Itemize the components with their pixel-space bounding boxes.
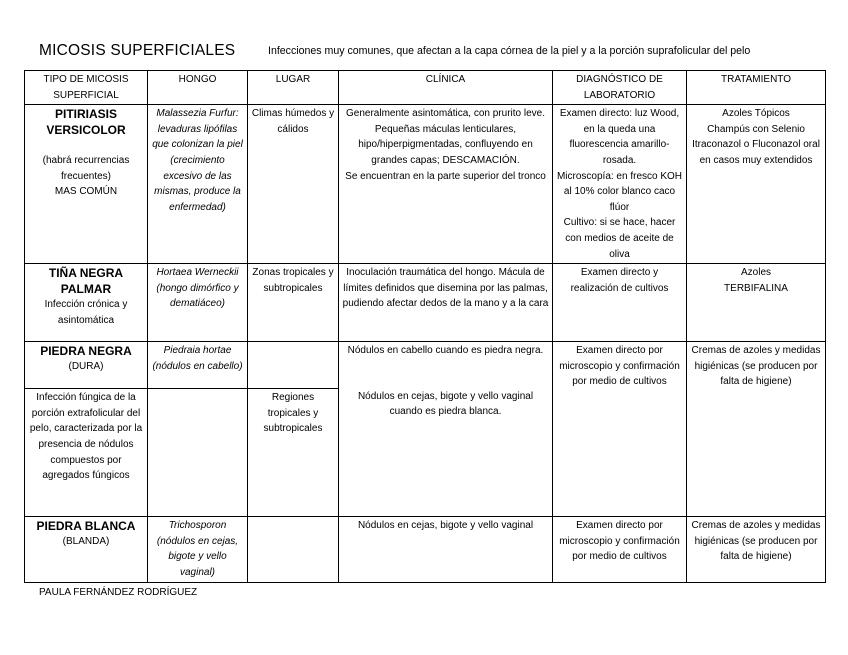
- pitiriasis-clinica-cell: [339, 105, 553, 264]
- pitiriasis-name: PITIRIASIS VERSICOLOR: [46, 107, 126, 138]
- table-row-piedra-negra: [25, 342, 826, 389]
- infeccion-hongo-empty: [148, 389, 248, 517]
- piedra-blanca-note: (BLANDA): [62, 536, 110, 548]
- piedra-blanca-lugar-empty: [248, 517, 339, 582]
- piedra-negra-clinica-cell: [339, 342, 553, 517]
- piedra-negra-clinica: Nódulos en cabello cuando es piedra negra.: [347, 345, 544, 357]
- table-row-tina: [25, 264, 826, 342]
- table-row-pitiriasis: [25, 105, 826, 264]
- tina-tipo-cell: [25, 264, 148, 342]
- pitiriasis-tipo-cell: [25, 105, 148, 264]
- piedra-blanca-tipo-cell: [25, 517, 148, 582]
- piedra-blanca-clinica: Nódulos en cejas, bigote y vello vaginal: [339, 517, 553, 582]
- pitiriasis-note2: MAS COMÚN: [54, 186, 118, 198]
- author-name: PAULA FERNÁNDEZ RODRÍGUEZ: [39, 587, 198, 598]
- piedra-negra-clinica2: Nódulos en cejas, bigote y vello vaginal cuando es piedra blanca.: [357, 390, 534, 418]
- tina-diagnostico: Examen directo y realización de cultivos: [553, 264, 687, 342]
- table-row-piedra-blanca: [25, 517, 826, 582]
- pitiriasis-tratamiento3: Itraconazol o Fluconazol oral en casos muy extendidos: [692, 139, 820, 166]
- pitiriasis-diagnostico3: Cultivo: si se hace, hacer con medios de aceite de oliva: [563, 217, 676, 260]
- piedra-negra-diagnostico: Examen directo por microscopio y confirmación por medio de cultivos: [553, 342, 687, 517]
- mycoses-table: [24, 70, 826, 583]
- pitiriasis-clinica2: Se encuentran en la parte superior del tronco: [345, 170, 546, 182]
- piedra-blanca-name: PIEDRA BLANCA: [36, 519, 136, 534]
- pitiriasis-hongo: Malassezia Furfur: levaduras lipófilas que colonizan la piel (crecimiento excesivo de las mismas, produce la enfermedad): [148, 105, 248, 264]
- pitiriasis-clinica: Generalmente asintomática, con prurito leve. Pequeñas máculas lenticulares, hipo/hiperpigmentadas, confluyendo en grandes capas; DESCAMACIÓN.: [346, 108, 545, 166]
- header-tratamiento: TRATAMIENTO: [687, 71, 826, 105]
- page-subtitle: Infecciones muy comunes, que afectan a la capa córnea de la piel y a la porción suprafolicular del pelo: [268, 45, 751, 57]
- tina-clinica: Inoculación traumática del hongo. Mácula de límites definidos que disemina por las palmas, pudiendo afectar dedos de la mano y a la cara: [339, 264, 553, 342]
- pitiriasis-tratamiento: Azoles Tópicos: [722, 108, 790, 120]
- pitiriasis-diagnostico2: Microscopía: en fresco KOH al 10% color blanco caco flúor: [556, 170, 683, 213]
- tina-name: TIÑA NEGRA PALMAR: [48, 266, 124, 297]
- piedra-negra-tipo-cell: [25, 342, 148, 389]
- header-hongo: HONGO: [148, 71, 248, 105]
- pitiriasis-lugar: Climas húmedos y cálidos: [248, 105, 339, 264]
- piedra-negra-tratamiento: Cremas de azoles y medidas higiénicas (se producen por falta de higiene): [687, 342, 826, 517]
- page-title: MICOSIS SUPERFICIALES: [39, 42, 236, 59]
- tina-lugar: Zonas tropicales y subtropicales: [248, 264, 339, 342]
- pitiriasis-note: (habrá recurrencias frecuentes): [42, 155, 130, 182]
- tina-hongo: Hortaea Werneckii (hongo dimórfico y dematiáceo): [148, 264, 248, 342]
- header-diagnostico: DIAGNÓSTICO DE LABORATORIO: [553, 71, 687, 105]
- tina-tratamiento: Azoles: [740, 267, 771, 279]
- piedra-blanca-hongo: Trichosporon (nódulos en cejas, bigote y vello vaginal): [148, 517, 248, 582]
- pitiriasis-diagnostico: Examen directo: luz Wood, en la queda una fluorescencia amarillo-rosada.: [559, 108, 680, 166]
- infeccion-lugar: Regiones tropicales y subtropicales: [248, 389, 339, 517]
- pitiriasis-tratamiento-cell: [687, 105, 826, 264]
- piedra-blanca-diagnostico: Examen directo por microscopio y confirmación por medio de cultivos: [553, 517, 687, 582]
- header-lugar: LUGAR: [248, 71, 339, 105]
- piedra-negra-lugar-empty: [248, 342, 339, 389]
- pitiriasis-tratamiento2: Champús con Selenio: [707, 123, 805, 135]
- piedra-negra-name: PIEDRA NEGRA: [40, 344, 132, 359]
- piedra-negra-hongo: Piedraia hortae (nódulos en cabello): [148, 342, 248, 389]
- tina-tratamiento2: TERBIFALINA: [724, 282, 788, 294]
- infeccion-text: Infección fúngica de la porción extrafolicular del pelo, caracterizada por la presencia de nódulos compuestos por agregados fúngicos: [25, 389, 148, 517]
- header-tipo: TIPO DE MICOSIS SUPERFICIAL: [25, 71, 148, 105]
- tina-note: Infección crónica y asintomática: [44, 299, 128, 326]
- header-clinica: CLÍNICA: [339, 71, 553, 105]
- tina-tratamiento-cell: [687, 264, 826, 342]
- piedra-negra-note: (DURA): [68, 361, 104, 373]
- table-header-row: [25, 71, 826, 105]
- pitiriasis-diagnostico-cell: [553, 105, 687, 264]
- piedra-blanca-tratamiento: Cremas de azoles y medidas higiénicas (se producen por falta de higiene): [687, 517, 826, 582]
